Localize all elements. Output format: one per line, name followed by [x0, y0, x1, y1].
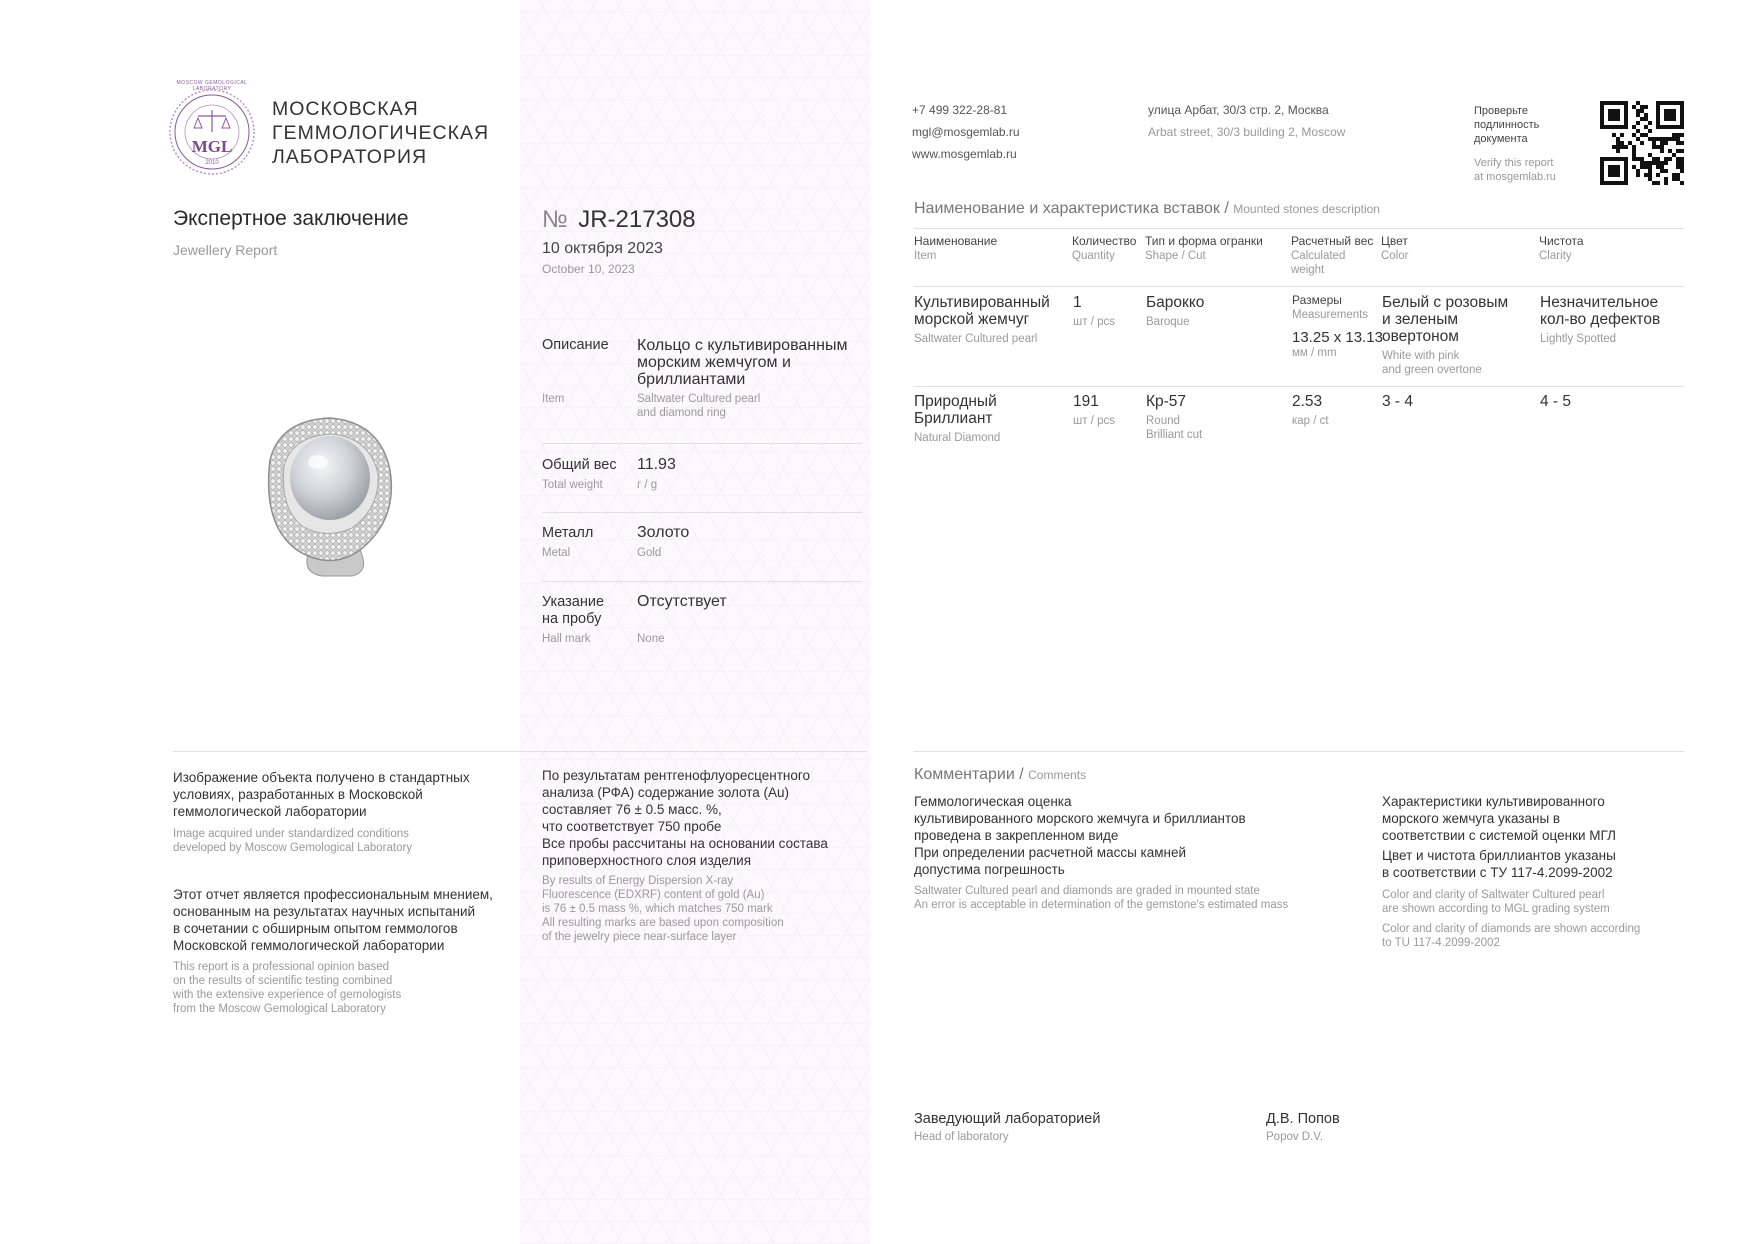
comments-title-ru: Комментарии /: [914, 766, 1024, 783]
ring-photo: [240, 400, 410, 580]
field-label: Металл: [542, 525, 594, 541]
weight-value: 2.53: [1292, 393, 1323, 410]
th-label-en: Quantity: [1072, 250, 1115, 262]
field-label: Описание: [542, 337, 609, 353]
th-label-en: Shape / Cut: [1145, 250, 1206, 262]
table-row: [914, 393, 1000, 445]
divider: [914, 286, 1684, 287]
xray-note: По результатам рентгенофлуоресцентного анализа (РФА) содержание золота (Au) составляет 76 ± 0.5 масс. %, что соответствует 750 пробе Все пробы рассчитаны на основании состава приповерхностного слоя изделия: [542, 768, 828, 868]
signature-role-en: Head of laboratory: [914, 1131, 1009, 1143]
comments-title-en: Comments: [1028, 768, 1087, 782]
cell-cut: [1146, 294, 1204, 329]
field-label: Общий вес: [542, 457, 617, 473]
divider: [914, 751, 1684, 752]
divider: [914, 228, 1684, 229]
field-value: 11.93: [637, 456, 676, 473]
meas-label-en: Measurements: [1292, 309, 1369, 321]
divider: [173, 751, 867, 752]
th-label-en: Color: [1381, 250, 1409, 262]
weight-unit: кар / ct: [1292, 415, 1329, 427]
qty-unit: шт / pcs: [1073, 415, 1115, 427]
cell-color: [1382, 393, 1413, 410]
cell-clarity: [1540, 393, 1571, 410]
comment-pearl-system: Характеристики культивированного морского жемчуга указаны в соответствии с системой оценки МГЛ: [1382, 794, 1616, 843]
field-value: Кольцо с культивированным морским жемчугом и бриллиантами: [637, 337, 848, 388]
th-shape-cut: [1145, 233, 1263, 263]
comment-diamond-system-en: Color and clarity of diamonds are shown according to TU 117-4.2099-2002: [1382, 923, 1641, 949]
comment-diamond-system: Цвет и чистота бриллиантов указаны в соответствии с ТУ 117-4.2099-2002: [1382, 848, 1616, 880]
logo-ring-text: MOSCOW GEMOLOGICAL LABORATORY: [176, 80, 248, 92]
comment-grading-en: Saltwater Cultured pearl and diamonds are graded in mounted state An error is acceptable in determination of the gemstone's estimated mass: [914, 885, 1289, 911]
th-item: [914, 233, 997, 263]
report-date-en: October 10, 2023: [542, 262, 635, 276]
field-value-en: Gold: [637, 547, 662, 559]
address-ru: улица Арбат, 30/3 стр. 2, Москва: [1148, 103, 1329, 117]
divider: [542, 443, 862, 444]
field-value: Золото: [637, 524, 690, 541]
th-calculated-weight: [1291, 233, 1373, 277]
lab-name-line1: МОСКОВСКАЯ: [272, 98, 419, 120]
field-hallmark: [542, 590, 862, 660]
table-row: [914, 294, 1050, 346]
th-label: Цвет: [1381, 234, 1408, 248]
qty-value: 191: [1073, 393, 1099, 410]
field-description: [542, 335, 862, 443]
qty-value: 1: [1073, 294, 1082, 311]
comments-title: [914, 766, 1086, 784]
th-clarity: [1539, 233, 1584, 263]
cut-value: Кр-57: [1146, 393, 1187, 410]
opinion-note-en: This report is a professional opinion based on the results of scientific testing combined with the extensive experience of gemologists from the Moscow Gemological Laboratory: [173, 961, 402, 1015]
th-label-en: Calculated weight: [1291, 250, 1346, 276]
color-value: Белый с розовым и зеленым овертоном: [1382, 294, 1509, 345]
divider: [542, 581, 862, 582]
th-label-en: Item: [914, 250, 937, 262]
th-quantity: [1072, 233, 1136, 263]
field-value: Отсутствует: [637, 593, 727, 610]
lab-name-line2: ГЕММОЛОГИЧЕСКАЯ: [272, 122, 490, 144]
comment-grading: Геммологическая оценка культивированного морского жемчуга и бриллиантов проведена в закрепленном виде При определении расчетной массы камней допустима погрешность: [914, 794, 1246, 877]
cut-value: Барокко: [1146, 294, 1205, 311]
field-value-en: Saltwater Cultured pearl and diamond ring: [637, 393, 761, 419]
verify-label: Проверьте подлинность документа: [1474, 105, 1540, 145]
cell-weight: [1292, 393, 1329, 428]
divider: [914, 386, 1684, 387]
cut-value-en: Baroque: [1146, 316, 1190, 328]
address: [1148, 99, 1345, 143]
th-label: Наименование: [914, 234, 998, 248]
field-label-en: Item: [542, 393, 565, 405]
cell-item-en: Natural Diamond: [914, 432, 1001, 444]
report-title: Экспертное заключение: [173, 207, 409, 230]
report-date: 10 октября 2023: [542, 240, 663, 257]
divider: [542, 512, 862, 513]
phone[interactable]: +7 499 322-28-81: [912, 103, 1008, 117]
lab-name: [272, 97, 489, 169]
cell-cut: [1146, 393, 1202, 442]
th-label: Тип и форма огранки: [1145, 234, 1263, 248]
cell-quantity: [1073, 294, 1115, 329]
signature-role: Заведующий лабораторией: [914, 1111, 1101, 1127]
number-sign: №: [542, 206, 568, 233]
field-label-en: Metal: [542, 547, 571, 559]
image-note: Изображение объекта получено в стандартных условиях, разработанных в Московской геммологической лаборатории: [173, 770, 470, 819]
th-label-en: Clarity: [1539, 250, 1572, 262]
cell-item-en: Saltwater Cultured pearl: [914, 333, 1038, 345]
field-value-en: г / g: [637, 479, 658, 491]
cell-color: [1382, 294, 1508, 377]
clarity-value: Незначительное кол-во дефектов: [1540, 294, 1661, 328]
section-title-en: Mounted stones description: [1233, 202, 1380, 216]
th-label: Чистота: [1539, 234, 1584, 248]
item-fields: [542, 335, 862, 645]
field-label-en: Total weight: [542, 479, 603, 491]
field-metal: [542, 521, 862, 581]
field-total-weight: [542, 453, 862, 513]
meas-unit: мм / mm: [1292, 347, 1337, 359]
lab-name-line3: ЛАБОРАТОРИЯ: [272, 146, 428, 168]
color-value: 3 - 4: [1382, 393, 1414, 410]
website-link[interactable]: www.mosgemlab.ru: [912, 147, 1017, 161]
cell-item: Природный Бриллиант: [914, 393, 997, 427]
cell-clarity: [1540, 294, 1660, 346]
contacts: [912, 99, 1020, 165]
field-value-en: None: [637, 633, 665, 645]
qr-code[interactable]: [1600, 101, 1684, 185]
email-link[interactable]: mgl@mosgemlab.ru: [912, 125, 1020, 139]
cell-quantity: [1073, 393, 1115, 428]
verify-label-en: Verify this report at mosgemlab.ru: [1474, 157, 1556, 183]
meas-label: Размеры: [1292, 293, 1342, 307]
qty-unit: шт / pcs: [1073, 316, 1115, 328]
field-label-en: Hall mark: [542, 633, 591, 645]
report-number: [542, 206, 696, 234]
cell-measurements: [1292, 292, 1383, 360]
th-label: Расчетный вес: [1291, 234, 1374, 248]
address-en: Arbat street, 30/3 building 2, Moscow: [1148, 125, 1346, 139]
comment-pearl-system-en: Color and clarity of Saltwater Cultured pearl are shown according to MGL grading system: [1382, 889, 1610, 915]
cut-value-en: Round Brilliant cut: [1146, 415, 1203, 441]
clarity-value: 4 - 5: [1540, 393, 1572, 410]
opinion-note: Этот отчет является профессиональным мнением, основанным на результатах научных испытаний в сочетании с обширным опытом геммологов Московской геммологической лаборатории: [173, 887, 493, 953]
section-title-ru: Наименование и характеристика вставок /: [914, 200, 1229, 217]
stones-section-title: [914, 200, 1380, 218]
meas-value: 13.25 x 13.13: [1292, 329, 1383, 346]
color-value-en: White with pink and green overtone: [1382, 350, 1482, 376]
xray-note-en: By results of Energy Dispersion X-ray Fluorescence (EDXRF) content of gold (Au) is 76 ± 0.5 mass %, which matches 750 mark All resulting marks are based upon composition of the jewelry piece near-surface layer: [542, 875, 784, 943]
field-label: Указание на пробу: [542, 594, 605, 627]
report-subtitle: Jewellery Report: [173, 242, 278, 258]
image-note-en: Image acquired under standardized conditions developed by Moscow Gemological Laboratory: [173, 828, 413, 854]
signature-name-en: Popov D.V.: [1266, 1131, 1324, 1143]
th-label: Количество: [1072, 234, 1137, 248]
report-number-value: JR-217308: [578, 206, 696, 233]
signature-name: Д.В. Попов: [1266, 1111, 1340, 1127]
th-color: [1381, 233, 1408, 263]
clarity-value-en: Lightly Spotted: [1540, 333, 1617, 345]
logo-year: 2010: [205, 160, 219, 166]
logo-text: MGL: [191, 137, 233, 156]
cell-item: Культивированный морской жемчуг: [914, 294, 1050, 328]
